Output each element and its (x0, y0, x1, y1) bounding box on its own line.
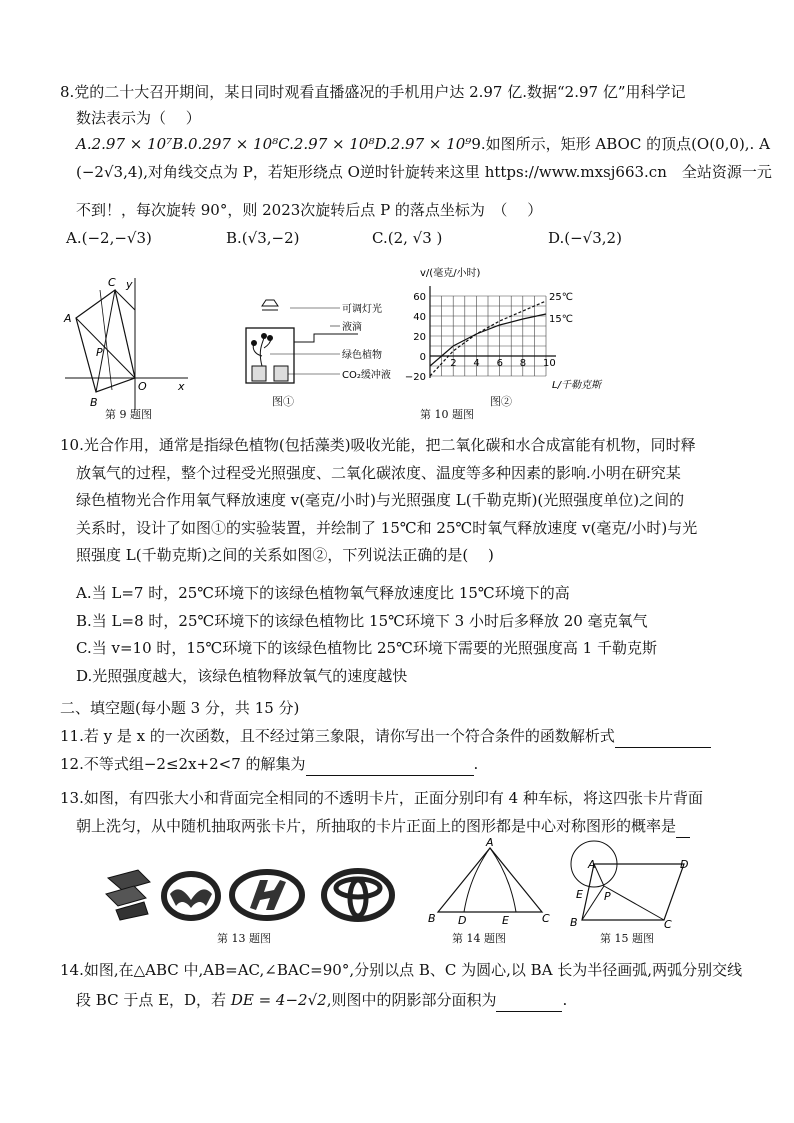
q10-line: 关系时，设计了如图①的实验装置，并绘制了 15℃和 25℃时氧气释放速度 v(毫克/小时)与光 (76, 518, 698, 537)
figure-10a-apparatus (240, 296, 400, 391)
q11-answer-blank[interactable] (615, 731, 711, 748)
figure-14 (424, 836, 554, 928)
fig15-label-d: D (680, 858, 689, 871)
series-label-15: 15℃ (549, 314, 573, 325)
q12-end: . (473, 755, 479, 773)
figure-10b-chart (402, 264, 601, 396)
fig15-label-b: B (570, 916, 578, 929)
fig14-label-b: B (428, 912, 436, 925)
q14-line1: 14.如图,在△ABC 中,AB=AC,∠BAC=90°,分别以点 B、C 为圆心,以 BA 长为半径画弧,两弧分别交线 (60, 961, 743, 979)
fig15-caption: 第 15 题图 (600, 932, 654, 945)
section-2-heading: 二、填空题(每小题 3 分，共 15 分) (60, 699, 300, 717)
fig15-label-a: A (588, 858, 596, 871)
figure-15 (566, 838, 696, 930)
mazda-logo (160, 870, 222, 922)
fig9-label-o: O (138, 380, 147, 393)
fig9-diagonal-ao (76, 318, 135, 378)
triangle-abc (438, 848, 542, 912)
chart-x-tick-label: 4 (473, 358, 480, 369)
tube (294, 334, 358, 342)
q10-stem (60, 432, 697, 570)
chart-xlabel: L/千勒克斯 (552, 380, 601, 391)
hyundai-logo (228, 868, 306, 922)
q12-answer-blank[interactable] (306, 759, 474, 776)
q9-option-d: D.(−√3,2) (548, 229, 622, 247)
fig15-label-e: E (576, 888, 583, 901)
q12-text: 12.不等式组−2≤2x+2<7 的解集为 (60, 755, 306, 773)
chart-x-tick-label: 6 (496, 358, 503, 369)
q13-answer-blank[interactable] (676, 821, 690, 838)
fig9-label-a: A (64, 312, 72, 325)
q10-line: 照强度 L(千勒克斯)之间的关系如图②，下列说法正确的是( ) (76, 546, 494, 564)
q9-start: 9.如图所示，矩形 ABOC 的顶点(O(0,0),. A (471, 135, 770, 153)
arc-from-b (490, 848, 516, 912)
q10-option-d: D.光照强度越大，该绿色植物释放氧气的速度越快 (76, 666, 408, 685)
fig15-label-c: C (664, 918, 672, 931)
q10-option-c: C.当 v=10 时，15℃环境下的该绿色植物比 25℃环境下需要的光照强度高 1 千勒克斯 (76, 639, 657, 657)
q10-line: 绿色植物光合作用氧气释放速度 v(毫克/小时)与光照强度 L(千勒克斯)(光照强度单位)之间的 (76, 491, 685, 509)
label-plant: 绿色植物 (342, 350, 382, 361)
chart-y-tick-label: 60 (413, 292, 426, 303)
q14-line2 (76, 988, 567, 1012)
q9-option-b: B.(√3,−2) (226, 229, 300, 247)
q10-line: 放氧气的过程，整个过程受光照强度、二氧化碳浓度、温度等多种因素的影响.小明在研究某 (76, 463, 681, 482)
fig9-label-b: B (90, 396, 98, 409)
q9-option-c: C.(2, √3 ) (372, 229, 443, 247)
chart-x-tick-label: 8 (519, 358, 527, 369)
label-droplet: 液滴 (342, 322, 362, 333)
q10-options (76, 580, 657, 690)
arc-from-c (464, 848, 490, 912)
fig14-label-e: E (502, 914, 509, 927)
q11-text: 11.若 y 是 x 的一次函数，且不经过第三象限，请你写出一个符合条件的函数解析式 (60, 727, 615, 745)
chart-y-tick-label: 20 (413, 332, 426, 343)
q8-options: A.2.97 × 10⁷B.0.297 × 10⁸C.2.97 × 10⁸D.2.97 × 10⁹ (76, 135, 472, 153)
chart-ylabel: v/(毫克/小时) (420, 268, 481, 279)
fig14-caption: 第 14 题图 (452, 932, 506, 945)
chart-x-tick-label: 10 (543, 358, 556, 369)
fig10a-caption: 图① (272, 395, 294, 408)
lamp-icon (262, 300, 278, 306)
chart-y-tick-label: 40 (413, 312, 426, 323)
q8-line2: 数法表示为（ ） (76, 109, 201, 127)
fig9-label-y: y (126, 278, 133, 291)
fig9-caption: 第 9 题图 (105, 408, 152, 421)
label-buffer: CO₂缓冲液 (342, 370, 391, 381)
q12 (60, 752, 478, 776)
fig15-label-p: P (604, 890, 611, 903)
q10-line: 10.光合作用，通常是指绿色植物(包括藻类)吸收光能，把二氧化碳和水合成富能有机物，同时释 (60, 436, 696, 454)
fig10b-caption: 图② (490, 395, 512, 408)
q13-line1: 13.如图，有四张大小和背面完全相同的不透明卡片，正面分别印有 4 种车标，将这四张卡片背面 (60, 789, 703, 807)
chart-grid (430, 286, 556, 378)
figure-9 (60, 270, 195, 420)
chart-y-tick-label: 0 (419, 352, 426, 363)
q13-text: 朝上洗匀，从中随机抽取两张卡片，所抽取的卡片正面上的图形都是中心对称图形的概率是 (76, 817, 677, 835)
suzuki-logo (98, 866, 158, 922)
q14-text-end: ,则图中的阴影部分面积为 (326, 991, 497, 1009)
fig14-label-c: C (542, 912, 550, 925)
q14-text-start: 段 BC 于点 E，D，若 (76, 991, 227, 1009)
q9-line3: 不到！，每次旋转 90°，则 2023次旋转后点 P 的落点坐标为 （ ） (76, 201, 543, 219)
q10-option-b: B.当 L=8 时，25℃环境下的该绿色植物比 15℃环境下 3 小时后多释放 20 毫克氧气 (76, 611, 648, 630)
q10-option-a: A.当 L=7 时，25℃环境下的该绿色植物氧气释放速度比 15℃环境下的高 (76, 584, 570, 602)
fig10-group-caption: 第 10 题图 (420, 408, 474, 421)
toyota-logo (320, 866, 396, 924)
q13-line2 (76, 814, 690, 838)
q9-line2: (−2√3,4),对角线交点为 P，若矩形绕点 O逆时针旋转来这里 https://www.mxsj663.cn 全站资源一元 (76, 163, 772, 181)
q14-answer-blank[interactable] (496, 995, 562, 1012)
chart-ticks (405, 292, 556, 383)
q9-option-a: A.(−2,−√3) (66, 229, 152, 247)
label-lamp: 可调灯光 (342, 304, 382, 315)
fig9-label-p: P (96, 346, 103, 359)
q11 (60, 724, 711, 748)
q8-line1: 8.党的二十大召开期间，某日同时观看直播盛况的手机用户达 2.97 亿.数据“2.97 亿”用科学记 (60, 83, 686, 101)
q14-formula: DE = 4−2√2 (230, 991, 327, 1009)
fig14-label-d: D (458, 914, 467, 927)
fig13-caption: 第 13 题图 (217, 932, 271, 945)
fig9-label-c: C (108, 276, 116, 289)
fig14-label-a: A (486, 836, 494, 849)
q14-end: . (562, 991, 568, 1009)
series-label-25: 25℃ (549, 292, 573, 303)
fig9-label-x: x (178, 380, 185, 393)
chart-x-tick-label: 2 (450, 358, 457, 369)
chart-y-tick-label: −20 (404, 372, 426, 383)
